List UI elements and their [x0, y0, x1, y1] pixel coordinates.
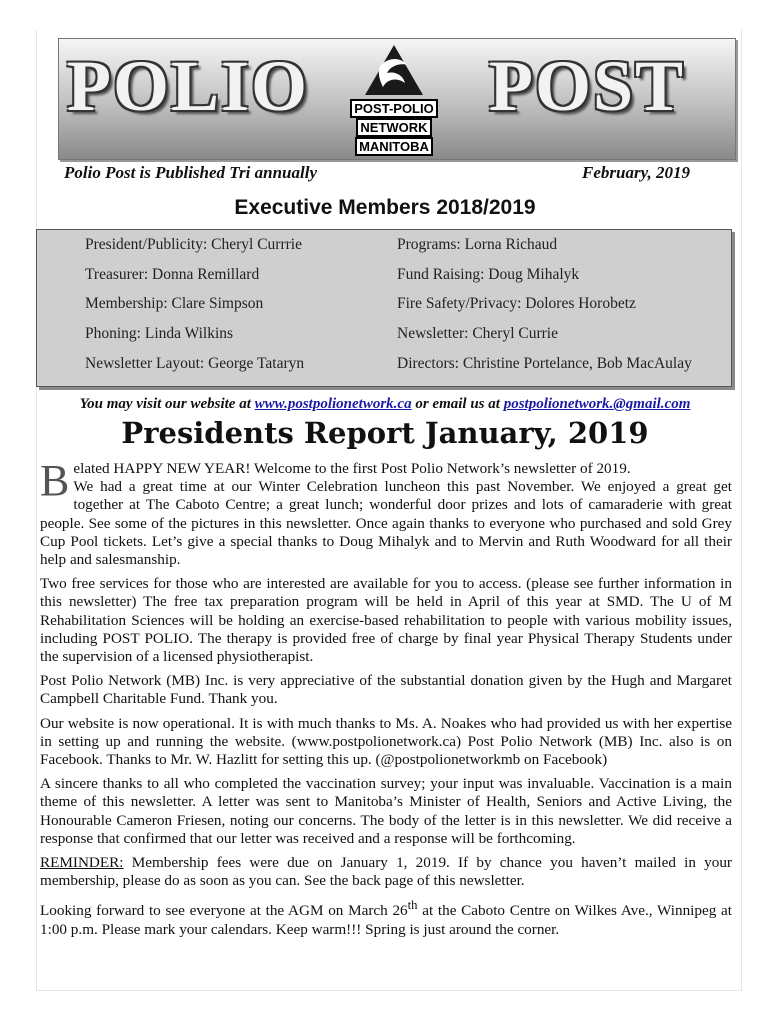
paragraph: Our website is now operational. It is with much thanks to Ms. A. Noakes who had provided us with her expertise in setting up and running the website. (www.postpolionetwork.ca) Post Polio Network (MB) Inc. also is on Facebook. Thanks to Mr. W. Hazlitt for setting this up. (@postpolionetworkmb on Facebook): [40, 714, 732, 769]
executive-row: [37, 321, 731, 351]
issue-date: February, 2019: [582, 163, 690, 182]
ordinal-suffix: th: [407, 898, 418, 913]
agm-text-end: at the Caboto Centre on Wilkes Ave., Winnipeg at 1:00 p.m. Please mark your calendars. Keep warm!!! Spring is just around the corner.: [40, 902, 732, 938]
contact-line: [0, 396, 770, 413]
logo-line-1: POST-POLIO: [350, 99, 437, 118]
publication-frequency: Polio Post is Published Tri annually: [64, 163, 317, 182]
paragraph-text: We had a great time at our Winter Celebration luncheon this past November. We enjoyed a great get together at The Caboto Centre; a great lunch; wonderful door prizes and lots of camaraderie with great people. See some of the pictures in this newsletter. Once again thanks to everyone who purchased and sold Grey Cup Pool tickets. Let’s give a special thanks to Doug Mihalyk and to Mervin and Ruth Woodward for all their help and salesmanship.: [40, 478, 732, 569]
dropcap-letter: B: [40, 456, 70, 505]
report-body: [40, 456, 732, 945]
reminder-text: Membership fees were due on January 1, 2019. If by chance you haven’t mailed in your membership, please do as soon as you can. See the back page of this newsletter.: [40, 854, 732, 890]
executive-row: [37, 232, 731, 262]
executive-member-left: Phoning: Linda Wilkins: [85, 325, 234, 342]
paragraph: [40, 854, 732, 890]
contact-middle: or email us at: [411, 396, 504, 412]
executive-member-left: Treasurer: Donna Remillard: [85, 266, 260, 283]
report-title: Presidents Report January, 2019: [121, 416, 649, 450]
logo-line-3: MANITOBA: [355, 137, 433, 156]
logo-line-2: NETWORK: [356, 118, 431, 137]
executive-row: [37, 262, 731, 292]
website-link[interactable]: www.postpolionetwork.ca: [254, 396, 412, 412]
paragraph: [40, 456, 732, 569]
email-link[interactable]: postpolionetwork.@gmail.com: [503, 396, 691, 412]
masthead-title-right: POST: [489, 46, 686, 126]
executive-members-box: [36, 229, 732, 387]
masthead-title-left: POLIO: [67, 46, 310, 126]
masthead: [58, 38, 736, 160]
executive-member-right: Fire Safety/Privacy: Dolores Horobetz: [397, 295, 636, 312]
executive-member-right: Programs: Lorna Richaud: [397, 236, 558, 253]
post-polio-network-logo: [341, 43, 447, 155]
executive-member-left: President/Publicity: Cheryl Currrie: [85, 236, 302, 253]
executive-row: [37, 291, 731, 321]
paragraph: [40, 896, 732, 938]
paragraph: Two free services for those who are interested are available for you to access. (please see further information in this newsletter) The free tax preparation program will be held in April of this year at SMD. The U of M Rehabilitation Sciences will be holding an exercise-based rehabilitation to people with various mobility issues, including POST POLIO. The therapy is provided free of charge by final year Physical Therapy Students under the supervision of a licensed physiotherapist.: [40, 575, 732, 666]
executive-member-left: Membership: Clare Simpson: [85, 295, 264, 312]
agm-text-start: Looking forward to see everyone at the AGM on March 26: [40, 902, 408, 920]
network-emblem-icon: [361, 43, 427, 101]
executive-member-left: Newsletter Layout: George Tataryn: [85, 355, 305, 372]
paragraph: A sincere thanks to all who completed the vaccination survey; your input was invaluable. Vaccination is a main theme of this newsletter. A letter was sent to Manitoba’s Minister of Health, Seniors and Active Living, the Honourable Cameron Friesen, noting our concerns. The body of the letter is in this newsletter. We did receive a response that confirmed that our letter was received and a response will be forthcoming.: [40, 775, 732, 847]
executive-member-right: Directors: Christine Portelance, Bob MacAulay: [397, 355, 692, 372]
executive-row: [37, 351, 731, 381]
paragraph-first-line: elated HAPPY NEW YEAR! Welcome to the first Post Polio Network’s newsletter of 2019.: [73, 460, 631, 477]
executive-title: Executive Members 2018/2019: [234, 196, 536, 219]
reminder-label: REMINDER:: [40, 854, 124, 872]
executive-member-right: Newsletter: Cheryl Currie: [397, 325, 558, 342]
paragraph: Post Polio Network (MB) Inc. is very appreciative of the substantial donation given by the Hugh and Margaret Campbell Charitable Fund. Thank you.: [40, 672, 732, 708]
contact-prefix: You may visit our website at: [79, 396, 255, 412]
executive-member-right: Fund Raising: Doug Mihalyk: [397, 266, 580, 283]
